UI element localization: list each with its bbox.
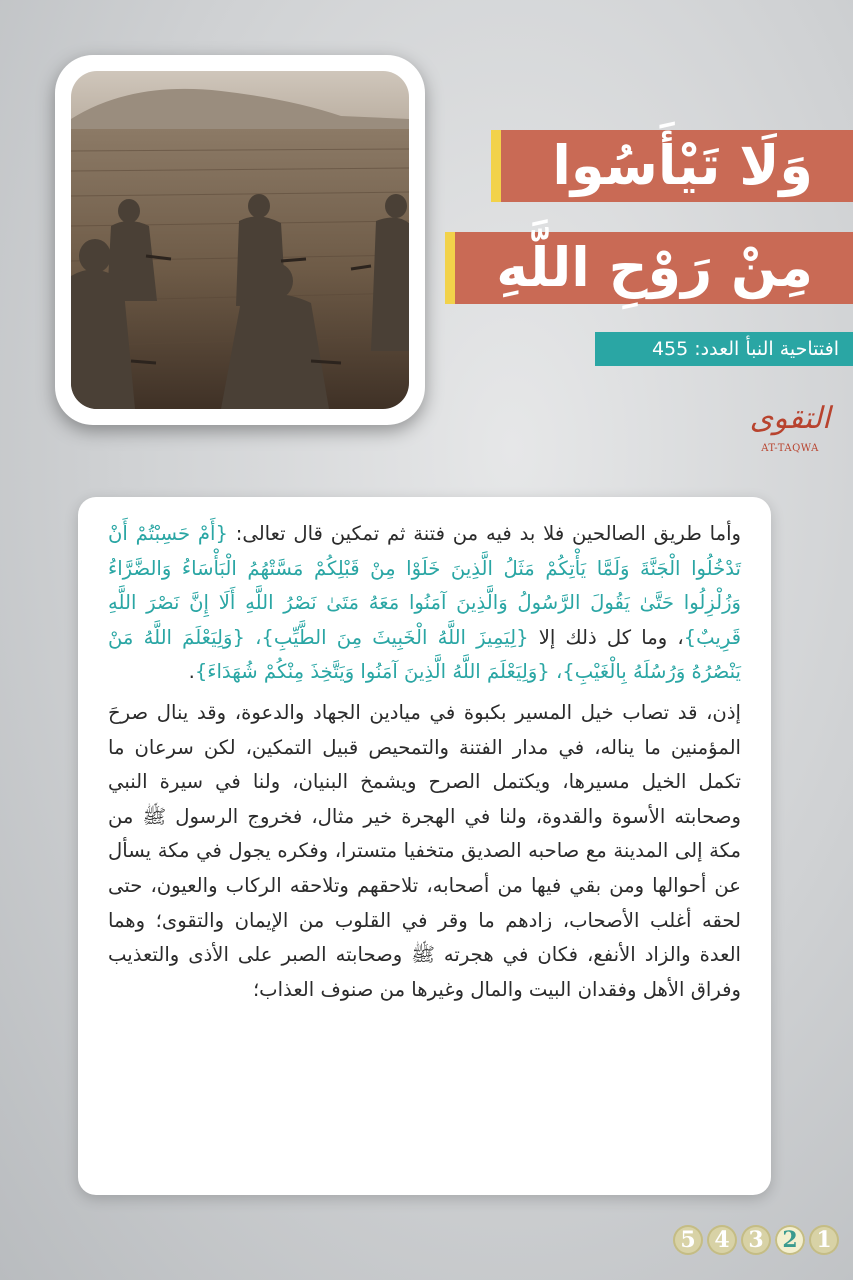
page-4-button[interactable]: 4 xyxy=(707,1225,737,1255)
soldiers-photo xyxy=(71,71,409,409)
page-3-button[interactable]: 3 xyxy=(741,1225,771,1255)
soldiers-field-image xyxy=(71,71,409,409)
paragraph-1-middle: ، وما كل ذلك إلا xyxy=(528,625,684,649)
title-line-2-bar xyxy=(445,232,853,304)
photo-frame xyxy=(55,55,425,425)
issue-label: افتتاحية النبأ العدد: 455 xyxy=(595,332,853,366)
title-accent-stripe xyxy=(491,130,501,202)
title-line-2: مِنْ رَوْحِ اللَّهِ xyxy=(496,236,813,299)
title-line-1-bar xyxy=(491,130,853,202)
title-line-1: وَلَا تَيْأَسُوا xyxy=(552,134,813,197)
page-5-button[interactable]: 5 xyxy=(673,1225,703,1255)
quran-quote-1: {أَمْ حَسِبْتُمْ أَنْ تَدْخُلُوا الْجَنَّةَ وَلَمَّا يَأْتِكُمْ مَثَلُ الَّذِينَ خَلَوْا مِنْ قَبْلِكُمْ مَسَّتْهُمُ الْبَأْسَاءُ وَالضَّرَّاءُ وَزُلْزِلُوا حَتَّىٰ يَقُولَ الرَّسُولُ وَالَّذِينَ آمَنُوا مَعَهُ مَتَىٰ نَصْرُ اللَّهِ أَلَا إِنَّ نَصْرَ اللَّهِ قَرِيبٌ} xyxy=(108,522,741,649)
quran-quote-2: {لِيَمِيزَ اللَّهُ الْخَبِيثَ مِنَ الطَّيِّبِ}، {وَلِيَعْلَمَ اللَّهُ مَنْ يَنْصُرُهُ وَرُسُلَهُ بِالْغَيْبِ}، {وَلِيَعْلَمَ اللَّهُ الَّذِينَ آمَنُوا وَيَتَّخِذَ مِنْكُمْ شُهَدَاءَ} xyxy=(108,625,741,684)
title-accent-stripe xyxy=(445,232,455,304)
logo-text: AT-TAQWA xyxy=(761,443,819,454)
article-paragraph-2: إذن، قد تصاب خيل المسير بكبوة في ميادين الجهاد والدعوة، وقد ينال صرحَ المؤمنين ما يناله، في مدار الفتنة والتمحيص قبيل التمكين، لكن سرعان ما تكمل الخيل مسيرها، ويكتمل الصرح ويشمخ البنيان، ولنا في سيرة النبي وصحابته الأسوة والقدوة، ولنا في الهجرة خير مثال، فخروج الرسول ﷺ من مكة إلى المدينة مع صاحبه الصديق متخفيا متسترا، وفكره يجول في مكة يسأل عن أحوالها ومن بقي فيها من أصحابه، تلاحقهم وتلاحقه الركاب والعيون، حتى لحقه أغلب الأصحاب، زادهم ما وقر في القلوب من الإيمان والتقوى؛ وهما العدة والزاد الأنفع، فكان في هجرته ﷺ وصحابته الصبر على الأذى والتعذيب وفراق الأهل وفقدان البيت والمال وغيرها من صنوف العذاب؛ xyxy=(108,700,741,1001)
paragraph-1-end: . xyxy=(188,660,195,684)
paragraph-1-intro: وأما طريق الصالحين فلا بد فيه من فتنة ثم تمكين قال تعالى: xyxy=(227,522,741,545)
at-taqwa-logo xyxy=(745,395,835,465)
article-paragraph-1 xyxy=(108,517,741,690)
page-2-button[interactable]: 2 xyxy=(775,1225,805,1255)
page-1-button[interactable]: 1 xyxy=(809,1225,839,1255)
article-card xyxy=(78,497,771,1195)
calligraphy-logo-icon: التقوى xyxy=(749,401,831,436)
page-indicator xyxy=(673,1225,839,1257)
